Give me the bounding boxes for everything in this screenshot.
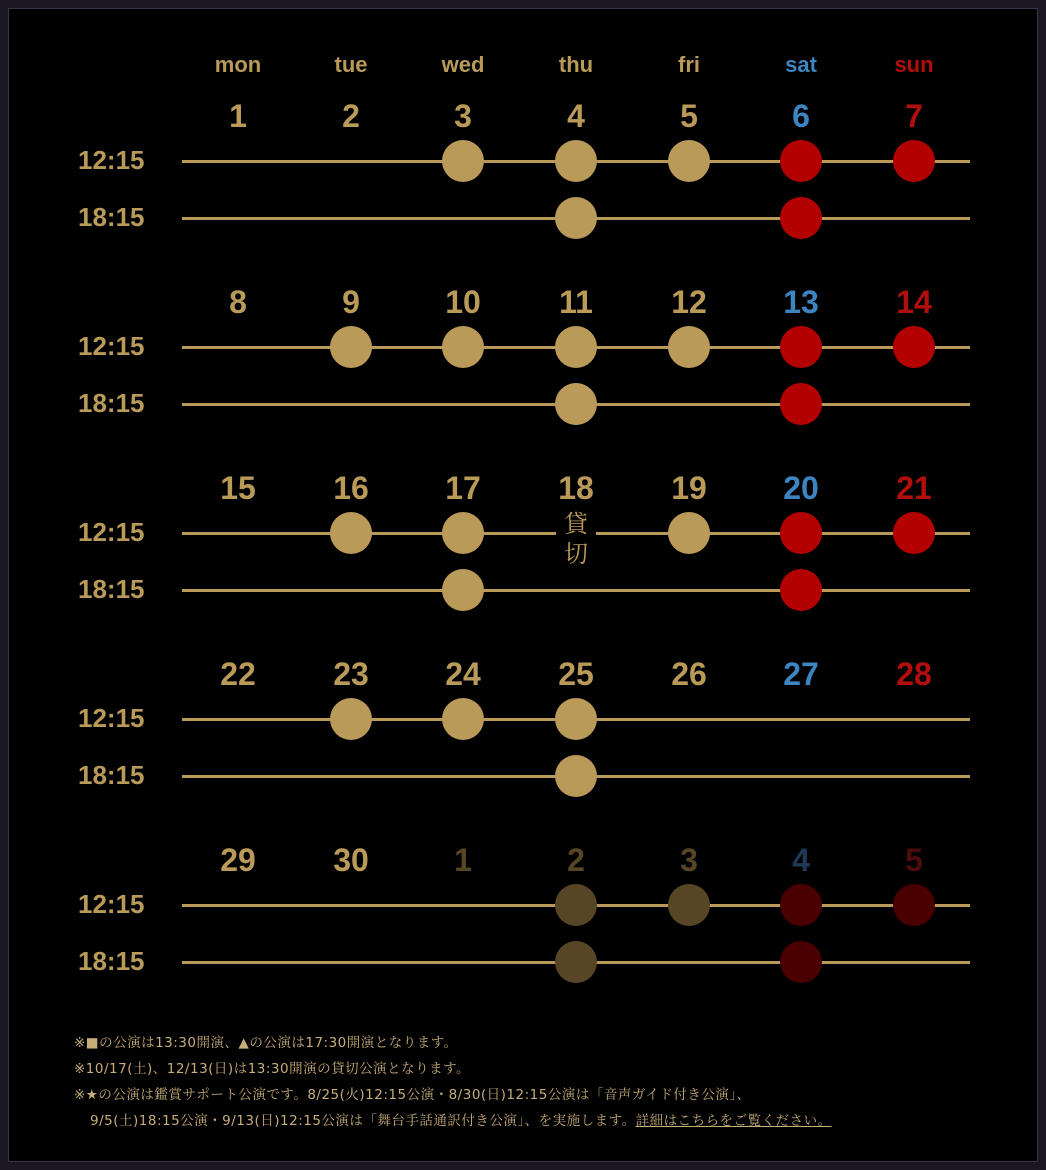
note-support-line: 9/5(土)18:15公演・9/13(日)12:15公演は「舞台手話通訳付き公演」、を実施します。 xyxy=(90,1113,636,1129)
day-number: 15 xyxy=(220,470,256,506)
performance-dot[interactable] xyxy=(555,698,597,740)
performance-dot[interactable] xyxy=(780,326,822,368)
performance-dot[interactable] xyxy=(893,512,935,554)
day-number: 21 xyxy=(896,470,932,506)
day-number: 22 xyxy=(220,656,256,692)
performance-dot[interactable] xyxy=(893,140,935,182)
day-number: 5 xyxy=(680,98,698,134)
weekday-fri: fri xyxy=(678,52,700,77)
day-number: 7 xyxy=(905,98,923,134)
day-number: 30 xyxy=(333,842,369,878)
day-number: 18 xyxy=(558,470,594,506)
day-number: 14 xyxy=(896,284,932,320)
day-number: 10 xyxy=(445,284,481,320)
day-number: 4 xyxy=(567,98,585,134)
day-number: 17 xyxy=(445,470,481,506)
performance-dot[interactable] xyxy=(780,569,822,611)
performance-dot[interactable] xyxy=(442,569,484,611)
weekday-mon: mon xyxy=(214,52,262,77)
time-label: 18:15 xyxy=(78,202,145,232)
time-label: 18:15 xyxy=(78,388,145,418)
weekday-tue: tue xyxy=(334,52,368,77)
day-number: 3 xyxy=(680,842,698,878)
time-label: 12:15 xyxy=(78,145,145,175)
note-support: ※★の公演は鑑賞サポート公演です。8/25(火)12:15公演・8/30(日)12:15公演は「音声ガイド付き公演」、 xyxy=(74,1087,751,1103)
note-support-cont xyxy=(74,1108,1014,1134)
performance-dot[interactable] xyxy=(330,512,372,554)
day-number: 26 xyxy=(671,656,707,692)
time-label: 12:15 xyxy=(78,889,145,919)
day-number: 23 xyxy=(333,656,369,692)
day-number: 1 xyxy=(454,842,472,878)
time-label: 12:15 xyxy=(78,331,145,361)
day-number: 27 xyxy=(783,656,819,692)
day-number: 3 xyxy=(454,98,472,134)
performance-dot[interactable] xyxy=(893,326,935,368)
performance-dot[interactable] xyxy=(555,326,597,368)
performance-dot[interactable] xyxy=(555,197,597,239)
day-number: 9 xyxy=(342,284,360,320)
day-number: 20 xyxy=(783,470,819,506)
day-number: 19 xyxy=(671,470,707,506)
time-label: 12:15 xyxy=(78,703,145,733)
timeline xyxy=(182,589,970,592)
performance-dot[interactable] xyxy=(893,884,935,926)
time-label: 18:15 xyxy=(78,760,145,790)
day-number: 25 xyxy=(558,656,594,692)
performance-dot[interactable] xyxy=(780,512,822,554)
day-number: 24 xyxy=(445,656,481,692)
performance-dot[interactable] xyxy=(555,941,597,983)
performance-dot[interactable] xyxy=(780,197,822,239)
day-number: 2 xyxy=(567,842,585,878)
weekday-thu: thu xyxy=(558,52,594,77)
performance-dot[interactable] xyxy=(780,941,822,983)
day-number: 13 xyxy=(783,284,819,320)
performance-dot[interactable] xyxy=(668,512,710,554)
charter-label: 貸 切 xyxy=(556,507,596,571)
day-number: 12 xyxy=(671,284,707,320)
weekday-wed: wed xyxy=(441,52,485,77)
performance-dot[interactable] xyxy=(668,140,710,182)
note-charter: ※10/17(土)、12/13(日)は13:30開演の貸切公演となります。 xyxy=(74,1061,471,1077)
performance-dot[interactable] xyxy=(780,884,822,926)
time-label: 12:15 xyxy=(78,517,145,547)
performance-dot[interactable] xyxy=(555,884,597,926)
day-number: 29 xyxy=(220,842,256,878)
performance-dot[interactable] xyxy=(668,884,710,926)
performance-dot[interactable] xyxy=(555,140,597,182)
day-number: 11 xyxy=(559,284,593,320)
day-number: 2 xyxy=(342,98,360,134)
notes xyxy=(74,1030,1014,1134)
performance-dot[interactable] xyxy=(442,512,484,554)
weekday-sat: sat xyxy=(785,52,817,77)
weekday-sun: sun xyxy=(894,52,934,77)
day-number: 1 xyxy=(229,98,247,134)
performance-dot[interactable] xyxy=(442,698,484,740)
day-number: 5 xyxy=(905,842,923,878)
performance-dot[interactable] xyxy=(555,383,597,425)
performance-dot[interactable] xyxy=(330,326,372,368)
time-label: 18:15 xyxy=(78,946,145,976)
performance-dot[interactable] xyxy=(442,326,484,368)
performance-dot[interactable] xyxy=(780,383,822,425)
day-number: 8 xyxy=(229,284,247,320)
day-number: 6 xyxy=(792,98,810,134)
performance-dot[interactable] xyxy=(780,140,822,182)
day-number: 4 xyxy=(792,842,810,878)
time-label: 18:15 xyxy=(78,574,145,604)
performance-dot[interactable] xyxy=(442,140,484,182)
note-start-times: ※■の公演は13:30開演、▲の公演は17:30開演となります。 xyxy=(74,1035,458,1051)
day-number: 28 xyxy=(896,656,932,692)
performance-dot[interactable] xyxy=(330,698,372,740)
performance-dot[interactable] xyxy=(668,326,710,368)
details-link[interactable]: 詳細はこちらをご覧ください。 xyxy=(635,1113,832,1129)
day-number: 16 xyxy=(333,470,369,506)
performance-dot[interactable] xyxy=(555,755,597,797)
